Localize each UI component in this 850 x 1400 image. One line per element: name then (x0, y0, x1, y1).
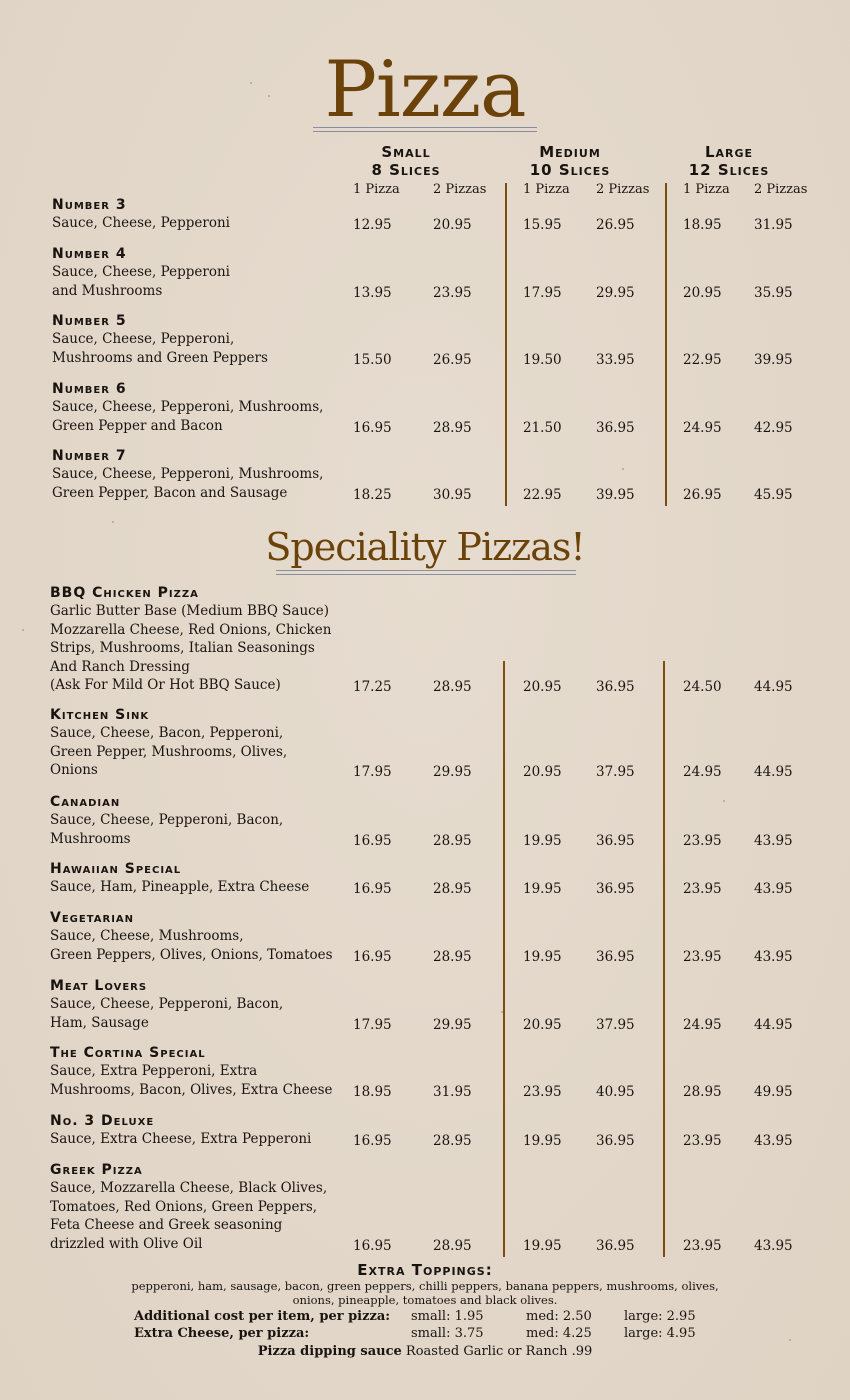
item-name: BBQ Chicken Pizza (50, 585, 199, 601)
price-cell: 31.95 (433, 1083, 472, 1100)
price-cell: 43.95 (754, 1133, 793, 1149)
item-name: Number 6 (52, 381, 127, 397)
menu-item (50, 1044, 340, 1099)
menu-item (50, 793, 340, 848)
price-cell: 22.95 (683, 351, 722, 368)
menu-item (50, 1112, 340, 1149)
price-cell: 23.95 (433, 284, 472, 301)
item-description: Sauce, Cheese, Pepperoni, Bacon, Ham, Sausage (50, 996, 284, 1031)
price-cell: 19.95 (523, 832, 562, 849)
price-cell: 28.95 (433, 948, 472, 965)
extra-toppings-list: pepperoni, ham, sausage, bacon, green peppers, chilli peppers, banana peppers, mushrooms, olives, onions, pineapple, tomatoes and black olives. (131, 1279, 719, 1307)
price-cell: 33.95 (596, 351, 635, 368)
item-name: Vegetarian (50, 910, 135, 926)
price-cell: 40.95 (596, 1083, 635, 1100)
speciality-underline (276, 570, 576, 575)
price-cell: 19.95 (523, 1237, 562, 1254)
price-cell: 26.95 (683, 486, 722, 503)
title-underline (313, 127, 537, 132)
price-cell: 36.95 (596, 1133, 635, 1149)
column-divider (503, 661, 505, 1257)
price-cell: 20.95 (683, 284, 722, 301)
qty-label: 2 Pizzas (433, 182, 487, 197)
qty-label: 1 Pizza (523, 182, 570, 197)
item-name: Kitchen Sink (50, 707, 150, 723)
price-cell: 36.95 (596, 419, 635, 436)
price-cell: 18.25 (353, 486, 392, 503)
price-cell: 36.95 (596, 948, 635, 965)
price-cell: 28.95 (433, 1237, 472, 1254)
price-cell: 16.95 (353, 948, 392, 965)
extra-cheese-small: small: 3.75 (411, 1326, 484, 1341)
size-header-large (659, 143, 799, 179)
price-cell: 15.95 (523, 217, 562, 233)
price-cell: 43.95 (754, 1237, 793, 1254)
extra-cost-large: large: 2.95 (624, 1309, 696, 1324)
item-description: Sauce, Ham, Pineapple, Extra Cheese (50, 879, 310, 895)
menu-item (52, 312, 342, 367)
price-cell: 22.95 (523, 486, 562, 503)
menu-item (50, 860, 340, 897)
item-name: Number 7 (52, 448, 127, 464)
item-description: Garlic Butter Base (Medium BBQ Sauce) Mozzarella Cheese, Red Onions, Chicken Strips, Mushrooms, Italian Seasonings And Ranch Dressing (Ask For Mild Or Hot BBQ Sauce) (50, 603, 332, 693)
price-cell: 42.95 (754, 419, 793, 436)
size-header-medium (500, 143, 640, 179)
qty-label: 1 Pizza (683, 182, 730, 197)
column-divider (505, 183, 507, 506)
price-cell: 23.95 (683, 1133, 722, 1149)
extra-cheese-med: med: 4.25 (526, 1326, 592, 1341)
price-cell: 24.95 (683, 1016, 722, 1033)
price-cell: 17.25 (353, 679, 392, 695)
price-cell: 16.95 (353, 1133, 392, 1149)
size-header-small (336, 143, 476, 179)
item-description: Sauce, Cheese, Mushrooms, Green Peppers, Olives, Onions, Tomatoes (50, 928, 333, 963)
price-cell: 24.95 (683, 419, 722, 436)
menu-item (52, 380, 342, 435)
price-cell: 16.95 (353, 832, 392, 849)
item-description: Sauce, Cheese, Pepperoni (52, 215, 230, 231)
size-name: Small (381, 143, 431, 161)
column-divider (665, 183, 667, 506)
price-cell: 44.95 (754, 764, 793, 780)
size-name: Medium (539, 143, 601, 161)
price-cell: 39.95 (596, 486, 635, 503)
menu-item (52, 245, 342, 300)
price-cell: 23.95 (683, 948, 722, 965)
price-cell: 28.95 (433, 419, 472, 436)
price-cell: 17.95 (353, 1016, 392, 1033)
item-description: Sauce, Cheese, Pepperoni and Mushrooms (52, 264, 230, 299)
menu-item (50, 909, 340, 964)
price-cell: 23.95 (683, 1237, 722, 1254)
qty-label: 2 Pizzas (754, 182, 808, 197)
item-description: Sauce, Cheese, Pepperoni, Bacon, Mushrooms (50, 812, 284, 847)
price-cell: 26.95 (433, 351, 472, 368)
price-cell: 30.95 (433, 486, 472, 503)
extra-cheese-label: Extra Cheese, per pizza: (134, 1326, 310, 1341)
paper-speck (268, 95, 270, 97)
item-name: Greek Pizza (50, 1162, 143, 1178)
item-description: Sauce, Cheese, Pepperoni, Mushrooms, Green Pepper and Bacon (52, 399, 324, 434)
item-name: Hawaiian Special (50, 861, 182, 877)
paper-speck (250, 82, 252, 84)
menu-item (50, 706, 340, 780)
price-cell: 36.95 (596, 881, 635, 897)
price-cell: 19.95 (523, 881, 562, 897)
item-name: Meat Lovers (50, 978, 148, 994)
price-cell: 28.95 (433, 1133, 472, 1149)
price-cell: 28.95 (683, 1083, 722, 1100)
price-cell: 18.95 (683, 217, 722, 233)
price-cell: 31.95 (754, 217, 793, 233)
paper-speck (501, 1011, 503, 1013)
price-cell: 39.95 (754, 351, 793, 368)
size-name: Large (704, 143, 754, 161)
price-cell: 18.95 (353, 1083, 392, 1100)
menu-item (50, 977, 340, 1032)
price-cell: 45.95 (754, 486, 793, 503)
item-name: Number 5 (52, 313, 127, 329)
price-cell: 37.95 (596, 1016, 635, 1033)
item-name: Canadian (50, 794, 121, 810)
price-cell: 24.50 (683, 679, 722, 695)
price-cell: 36.95 (596, 1237, 635, 1254)
paper-speck (789, 1339, 791, 1341)
price-cell: 44.95 (754, 679, 793, 695)
price-cell: 19.50 (523, 351, 562, 368)
price-cell: 44.95 (754, 1016, 793, 1033)
item-name: No. 3 Deluxe (50, 1113, 155, 1129)
item-name: The Cortina Special (50, 1045, 206, 1061)
qty-label: 1 Pizza (353, 182, 400, 197)
dipping-sauce (0, 1343, 850, 1360)
paper-speck (622, 468, 624, 470)
price-cell: 23.95 (683, 832, 722, 849)
item-description: Sauce, Mozzarella Cheese, Black Olives, Tomatoes, Red Onions, Green Peppers, Feta Cheese and Greek seasoning drizzled with Olive Oil (50, 1180, 328, 1252)
price-cell: 20.95 (523, 764, 562, 780)
price-cell: 28.95 (433, 832, 472, 849)
price-cell: 19.95 (523, 948, 562, 965)
price-cell: 36.95 (596, 832, 635, 849)
dipping-sauce-label: Pizza dipping sauce (257, 1344, 402, 1359)
price-cell: 28.95 (433, 679, 472, 695)
item-description: Sauce, Cheese, Pepperoni, Mushrooms, Green Pepper, Bacon and Sausage (52, 466, 324, 501)
price-cell: 49.95 (754, 1083, 793, 1100)
price-cell: 19.95 (523, 1133, 562, 1149)
price-cell: 43.95 (754, 948, 793, 965)
price-cell: 26.95 (596, 217, 635, 233)
qty-label: 2 Pizzas (596, 182, 650, 197)
price-cell: 17.95 (523, 284, 562, 301)
extra-cost-label: Additional cost per item, per pizza: (134, 1309, 391, 1324)
item-description: Sauce, Cheese, Bacon, Pepperoni, Green Pepper, Mushrooms, Olives, Onions (50, 725, 288, 778)
price-cell: 20.95 (523, 1016, 562, 1033)
item-description: Sauce, Cheese, Pepperoni, Mushrooms and Green Peppers (52, 331, 268, 366)
price-cell: 20.95 (523, 679, 562, 695)
extra-cheese-large: large: 4.95 (624, 1326, 696, 1341)
extra-cost-small: small: 1.95 (411, 1309, 484, 1324)
paper-speck (22, 629, 24, 631)
menu-item (52, 196, 342, 233)
price-cell: 43.95 (754, 832, 793, 849)
column-divider (663, 661, 665, 1257)
extra-cost-med: med: 2.50 (526, 1309, 592, 1324)
price-cell: 12.95 (353, 217, 392, 233)
menu-item (50, 1161, 340, 1253)
price-cell: 35.95 (754, 284, 793, 301)
menu-item (52, 447, 342, 502)
size-slices: 10 Slices (529, 161, 611, 179)
price-cell: 37.95 (596, 764, 635, 780)
size-slices: 12 Slices (688, 161, 770, 179)
menu-item (50, 584, 340, 695)
price-cell: 16.95 (353, 881, 392, 897)
price-cell: 13.95 (353, 284, 392, 301)
page-title: Pizza (324, 45, 526, 135)
dipping-sauce-options: Roasted Garlic or Ranch .99 (401, 1344, 593, 1359)
item-name: Number 4 (52, 246, 127, 262)
price-cell: 17.95 (353, 764, 392, 780)
price-cell: 28.95 (433, 881, 472, 897)
price-cell: 15.50 (353, 351, 392, 368)
price-cell: 20.95 (433, 217, 472, 233)
speciality-title: Speciality Pizzas! (265, 525, 585, 569)
price-cell: 29.95 (596, 284, 635, 301)
price-cell: 24.95 (683, 764, 722, 780)
paper-speck (723, 800, 725, 802)
price-cell: 36.95 (596, 679, 635, 695)
price-cell: 23.95 (683, 881, 722, 897)
extra-toppings-title: Extra Toppings: (357, 1261, 493, 1279)
item-description: Sauce, Extra Pepperoni, Extra Mushrooms, Bacon, Olives, Extra Cheese (50, 1063, 333, 1098)
price-cell: 29.95 (433, 764, 472, 780)
item-name: Number 3 (52, 197, 127, 213)
price-cell: 16.95 (353, 1237, 392, 1254)
paper-speck (112, 521, 114, 523)
item-description: Sauce, Extra Cheese, Extra Pepperoni (50, 1131, 312, 1147)
price-cell: 43.95 (754, 881, 793, 897)
size-slices: 8 Slices (371, 161, 441, 179)
price-cell: 23.95 (523, 1083, 562, 1100)
price-cell: 16.95 (353, 419, 392, 436)
price-cell: 29.95 (433, 1016, 472, 1033)
price-cell: 21.50 (523, 419, 562, 436)
